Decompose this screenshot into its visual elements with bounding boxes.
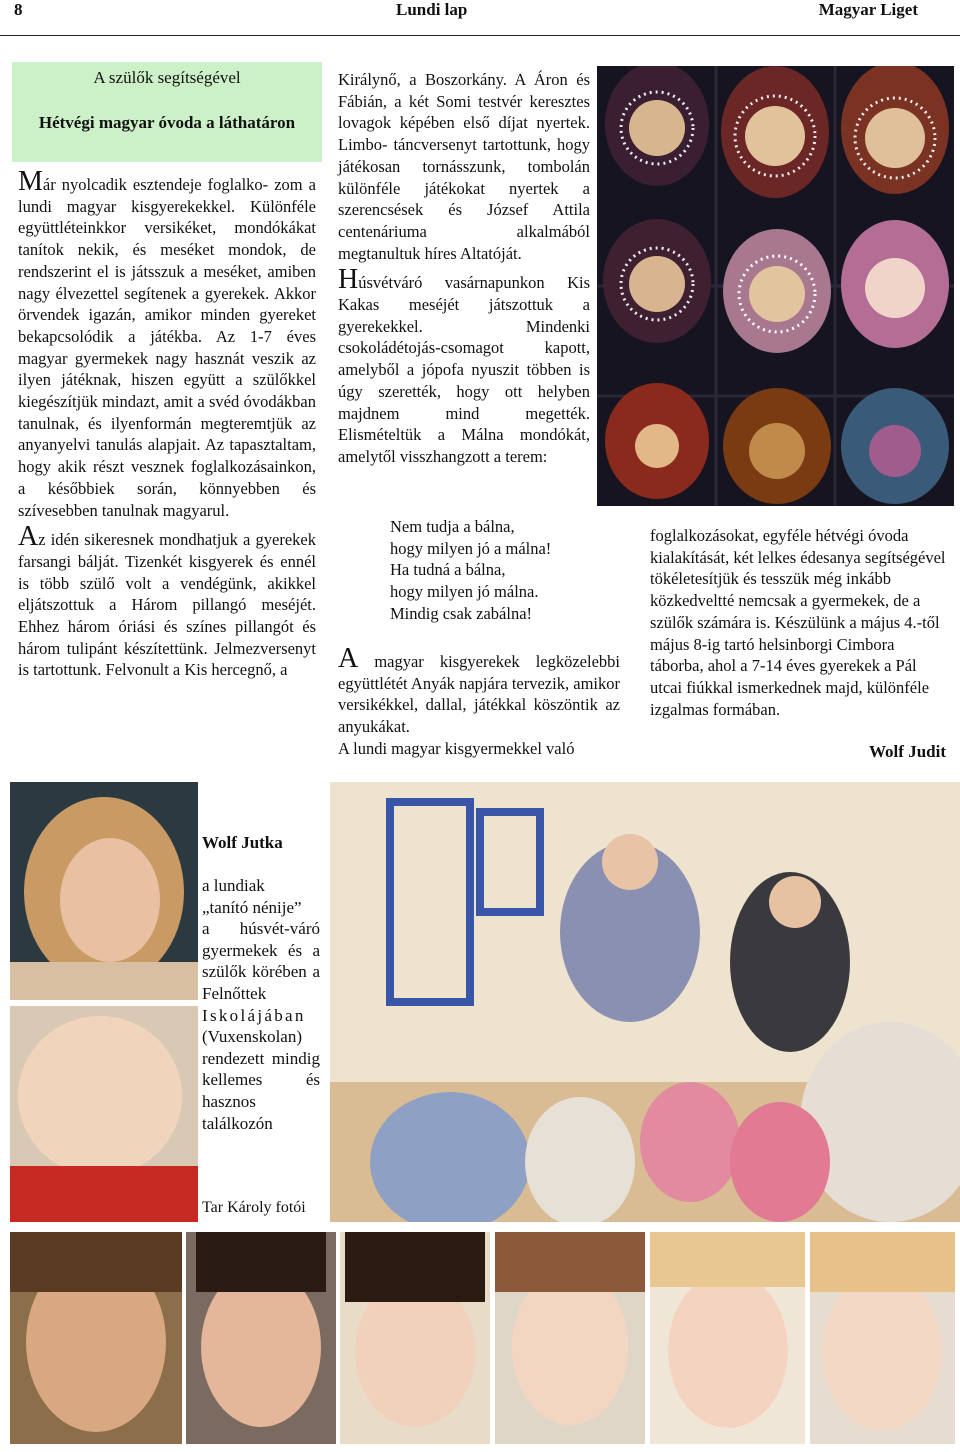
drop-cap: A <box>18 521 39 553</box>
paragraph-2: Az idén sikeresnek mondhatjuk a gyerekek farsangi bálját. Tizenkét kisgyerek és ennél is több szülő volt a vendégünk, akikkel eljátszottuk a Három pillangó meséjét. Ehhez három óriási és színes pillangót és három tulipánt készítettünk. Jelmezversenyt is tartottunk. Felvonult a Kis hercegnő, a <box>18 521 316 680</box>
article-subtitle: A szülők segítségével <box>93 68 241 87</box>
drop-cap: A <box>338 643 359 674</box>
section-name: Magyar Liget <box>818 0 918 19</box>
portrait-photo <box>10 782 198 1000</box>
page-number: 8 <box>14 0 23 19</box>
poem <box>390 516 551 625</box>
article-headline: Hétvégi magyar óvoda a láthatáron <box>38 113 296 132</box>
group-photo <box>330 782 960 1222</box>
child-photo-1 <box>10 1232 182 1444</box>
child-photo-6 <box>810 1232 955 1444</box>
article-column-2-lower <box>338 643 620 760</box>
child-photo-4 <box>495 1232 645 1444</box>
easter-eggs-photo <box>597 66 954 506</box>
author-signature: Wolf Judit <box>869 742 946 761</box>
child-photo-5 <box>650 1232 805 1444</box>
paragraph-7: foglalkozásokat, egyféle hétvégi óvoda kialakítását, két lelkes édesanya segítségével tökéletesítjük és tesszük még inkább közkedveltté nemcsak a gyermekek, de a szülők számára is. Készülünk a május 4.-től május 8-ig tartó helsinborgi Cimbora táborba, ahol a 7-14 éves gyerekek a Pál utcai fiúkkal ismerkednek majd, különféle izgalmas formában. <box>650 526 946 719</box>
caption-body: a lundiak „tanító nénije” a húsvét-váró gyermekek és a szülők körében a Felnőttek Iskolájában (Vuxenskolan) rendezett mindig kellemes és hasznos találkozón <box>202 876 320 1133</box>
photo-credit: Tar Károly fotói <box>202 1199 306 1216</box>
poem-line: hogy milyen jó a málna! <box>390 538 552 558</box>
paragraph-1: Már nyolcadik esztendeje foglalko- zom a lundi magyar kisgyerekekkel. Különféle együttléteinkkor versikéket, mondókákat tanítok nekik, és meséket mondok, de rendszerint el is játsszuk a meséket, amiben nagy élvezettel segítenek a gyerekek. Akkor örvendek igazán, amikor minden gyereket bekapcsolódik a játékba. Az 1-7 éves magyar gyermekek nagy hasznát veszik az ilyen játéknak, hiszen együtt a szülőkkel kiegészítjük mindazt, amit a svéd óvodákban tanulnak, és ilyenformán megteremtjük az anyanyelvi tanulás alapjait. Az tapasztaltam, hogy akik részt vesznek foglalkozásainkon, a későbbiek során, könnyebben és szívesebben tanulnak magyarul. <box>18 166 317 520</box>
child-photo-red-shirt <box>10 1006 198 1222</box>
poem-line: hogy milyen jó málna. <box>390 582 539 602</box>
page-header <box>0 0 960 36</box>
poem-line: Mindig csak zabálna! <box>390 603 533 623</box>
publication-name: Lundi lap <box>396 0 468 19</box>
poem-line: Nem tudja a bálna, <box>390 517 515 536</box>
child-photo-3 <box>340 1232 490 1444</box>
article-column-3 <box>650 525 948 720</box>
headline-box <box>12 62 322 162</box>
drop-cap: H <box>338 264 359 296</box>
drop-cap: M <box>18 166 43 197</box>
paragraph-3: Királynő, a Boszorkány. A Áron és Fábián, a két Somi testvér keresztes lovagok képében első díjat nyertek. Limbo- táncversenyt tartottunk, hogy játékosan tornásszunk, tombolán különféle játékokat nyertek a szerencsések és József Attila centenáriuma alkalmából megtanultuk híres Altatóját. <box>338 70 590 263</box>
paragraph-4: Húsvétváró vasárnapunkon Kis Kakas meséjét játszottuk a gyerekekkel. Mindenki csokoládétojás-csomagot kapott, amelyből a jópofa nyuszit többen is úgy szerették, hogy ott helyben majdnem mind megették. Elismételtük a Málna mondókát, amelytől visszhangzott a terem: <box>338 264 590 466</box>
article-column-1 <box>18 166 317 681</box>
paragraph-6: A lundi magyar kisgyermekkel való <box>338 738 575 758</box>
article-column-2 <box>338 69 590 468</box>
paragraph-5: A magyar kisgyerekek legközelebbi együttlétét Anyák napjára tervezik, amikor versikékkel, dallal, játékkal köszöntik az anyukákat. <box>338 643 620 737</box>
child-photo-2 <box>186 1232 336 1444</box>
poem-line: Ha tudná a bálna, <box>390 560 506 580</box>
caption-name: Wolf Jutka <box>202 833 283 852</box>
